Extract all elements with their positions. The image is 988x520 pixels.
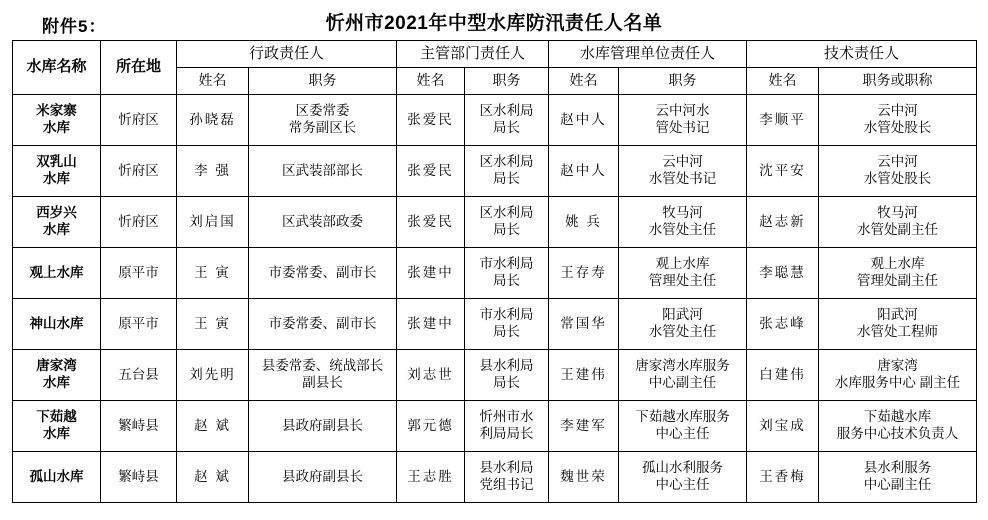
cell-unit-post — [619, 197, 747, 248]
cell-line: 县水利局 — [479, 358, 534, 374]
cell-line: 管理处主任 — [648, 273, 717, 288]
cell-dept-name — [397, 350, 465, 401]
cell-line: 云中河 — [662, 154, 703, 170]
cell-line: 利局局长 — [479, 426, 534, 441]
cell-line: 下茹越 — [36, 409, 77, 425]
table-head — [13, 41, 977, 95]
cell-admin-name — [177, 299, 249, 350]
cell-reservoir-name — [13, 401, 101, 452]
cell-location — [101, 452, 177, 503]
table-row — [13, 248, 977, 299]
cell-admin-name — [177, 452, 249, 503]
table-row — [13, 197, 977, 248]
cell-line: 市委常委、副市长 — [268, 315, 377, 331]
cell-line: 党组书记 — [479, 477, 534, 492]
cell-unit-post — [619, 299, 747, 350]
cell-line: 下茹越水库 — [863, 409, 932, 425]
cell-line: 局长 — [493, 222, 521, 237]
cell-line: 水库 — [43, 120, 70, 135]
cell-tech-name — [747, 401, 819, 452]
cell-line: 唐家湾 — [36, 358, 77, 374]
cell-location — [101, 401, 177, 452]
cell-admin-post — [249, 146, 397, 197]
cell-line: 县水利局 — [479, 460, 534, 476]
cell-line: 观上水库 — [655, 256, 710, 272]
cell-line: 局长 — [493, 120, 521, 135]
cell-tech-name — [747, 146, 819, 197]
table-row — [13, 452, 977, 503]
cell-unit-name — [549, 401, 619, 452]
cell-line: 刘宝成 — [759, 417, 806, 433]
cell-line: 牧马河 — [662, 205, 703, 221]
cell-unit-name — [549, 452, 619, 503]
cell-dept-name — [397, 248, 465, 299]
cell-line: 王志胜 — [407, 468, 454, 484]
cell-line: 县委常委、统战部长 — [261, 358, 384, 374]
cell-line: 阳武河 — [877, 307, 918, 323]
cell-unit-name — [549, 248, 619, 299]
cell-line: 李聪慧 — [759, 264, 806, 280]
cell-unit-post — [619, 95, 747, 146]
cell-line: 王 寅 — [194, 264, 231, 280]
cell-unit-name — [549, 299, 619, 350]
cell-line: 张建中 — [407, 315, 454, 331]
col-group-dept: 主管部门责任人 — [397, 41, 549, 68]
cell-reservoir-name — [13, 146, 101, 197]
cell-dept-post — [465, 299, 549, 350]
cell-dept-name — [397, 197, 465, 248]
cell-reservoir-name — [13, 350, 101, 401]
cell-line: 李顺平 — [759, 111, 806, 127]
subcol-unit-name: 姓名 — [549, 68, 619, 95]
cell-line: 区武装部部长 — [282, 162, 363, 178]
cell-admin-name — [177, 248, 249, 299]
cell-line: 魏世荣 — [560, 468, 607, 484]
cell-line: 下茹越水库服务 — [635, 409, 730, 425]
cell-line: 忻府区 — [118, 213, 159, 229]
cell-line: 双乳山 — [36, 154, 77, 170]
cell-dept-name — [397, 401, 465, 452]
cell-location — [101, 95, 177, 146]
cell-line: 中心副主任 — [863, 477, 932, 492]
table-row — [13, 146, 977, 197]
cell-line: 忻府区 — [118, 162, 159, 178]
cell-tech-post — [819, 197, 977, 248]
cell-line: 孤山水利服务 — [642, 460, 724, 476]
cell-line: 张爱民 — [407, 162, 454, 178]
table-row — [13, 350, 977, 401]
cell-line: 水库 — [43, 426, 70, 441]
cell-line: 观上水库 — [870, 256, 925, 272]
cell-admin-name — [177, 401, 249, 452]
cell-line: 王建伟 — [560, 366, 607, 382]
cell-line: 唐家湾水库服务 — [635, 358, 730, 374]
table-row — [13, 95, 977, 146]
cell-line: 刘志世 — [407, 366, 454, 382]
cell-dept-name — [397, 146, 465, 197]
table-row — [13, 299, 977, 350]
cell-line: 五台县 — [118, 366, 159, 382]
cell-line: 张爱民 — [407, 213, 454, 229]
cell-line: 李 强 — [194, 162, 231, 178]
cell-line: 水管处股长 — [863, 171, 932, 186]
cell-line: 水管处副主任 — [857, 222, 939, 237]
cell-line: 沈平安 — [759, 162, 806, 178]
subcol-tech-post: 职务或职称 — [819, 68, 977, 95]
cell-tech-post — [819, 350, 977, 401]
cell-tech-post — [819, 299, 977, 350]
page-title: 忻州市2021年中型水库防汛责任人名单 — [325, 13, 663, 34]
cell-admin-post — [249, 197, 397, 248]
cell-line: 白建伟 — [759, 366, 806, 382]
cell-line: 孙晓磊 — [189, 111, 236, 127]
col-reservoir-name: 水库名称 — [13, 41, 101, 95]
cell-line: 牧马河 — [877, 205, 918, 221]
cell-line: 局长 — [493, 171, 521, 186]
cell-tech-name — [747, 350, 819, 401]
cell-admin-post — [249, 452, 397, 503]
cell-line: 中心主任 — [655, 426, 710, 441]
cell-location — [101, 248, 177, 299]
cell-line: 原平市 — [118, 264, 159, 280]
cell-line: 王存寿 — [560, 264, 607, 280]
cell-admin-post — [249, 299, 397, 350]
cell-line: 局长 — [493, 324, 521, 339]
cell-line: 县政府副县长 — [282, 468, 363, 484]
subcol-tech-name: 姓名 — [747, 68, 819, 95]
cell-line: 张爱民 — [407, 111, 454, 127]
cell-line: 局长 — [493, 273, 521, 288]
cell-unit-name — [549, 146, 619, 197]
cell-location — [101, 299, 177, 350]
cell-reservoir-name — [13, 248, 101, 299]
cell-dept-post — [465, 95, 549, 146]
cell-line: 区水利局 — [479, 154, 534, 170]
cell-tech-post — [819, 248, 977, 299]
cell-line: 水库 — [43, 171, 70, 186]
cell-line: 水管处主任 — [648, 222, 717, 237]
cell-unit-post — [619, 401, 747, 452]
col-group-unit: 水库管理单位责任人 — [549, 41, 747, 68]
cell-tech-post — [819, 95, 977, 146]
cell-line: 县政府副县长 — [282, 417, 363, 433]
cell-tech-post — [819, 401, 977, 452]
reservoir-roster-table — [12, 40, 977, 503]
cell-line: 赵 斌 — [194, 417, 231, 433]
cell-location — [101, 197, 177, 248]
cell-location — [101, 146, 177, 197]
cell-line: 观上水库 — [29, 264, 84, 280]
cell-line: 市水利局 — [479, 307, 534, 323]
cell-line: 水管处书记 — [648, 171, 717, 186]
cell-line: 刘先明 — [189, 366, 236, 382]
col-group-tech: 技术责任人 — [747, 41, 977, 68]
cell-line: 忻府区 — [118, 111, 159, 127]
cell-unit-name — [549, 350, 619, 401]
cell-line: 中心主任 — [655, 477, 710, 492]
cell-reservoir-name — [13, 197, 101, 248]
cell-line: 水管处股长 — [863, 120, 932, 135]
cell-line: 西岁兴 — [36, 205, 77, 221]
cell-line: 云中河 — [877, 103, 918, 119]
cell-line: 唐家湾 — [877, 358, 918, 374]
cell-admin-post — [249, 95, 397, 146]
col-group-admin: 行政责任人 — [177, 41, 397, 68]
cell-line: 常务副区长 — [288, 120, 357, 135]
cell-dept-post — [465, 452, 549, 503]
cell-admin-post — [249, 248, 397, 299]
cell-dept-post — [465, 197, 549, 248]
cell-dept-name — [397, 452, 465, 503]
cell-line: 孤山水库 — [29, 468, 84, 484]
cell-dept-name — [397, 95, 465, 146]
cell-line: 郭元德 — [407, 417, 454, 433]
cell-line: 市委常委、副市长 — [268, 264, 377, 280]
attachment-label: 附件5： — [42, 17, 107, 36]
cell-unit-name — [549, 95, 619, 146]
cell-unit-post — [619, 248, 747, 299]
cell-line: 繁峙县 — [118, 417, 159, 433]
cell-line: 管处书记 — [655, 120, 710, 135]
cell-unit-post — [619, 452, 747, 503]
cell-tech-name — [747, 197, 819, 248]
subcol-dept-name: 姓名 — [397, 68, 465, 95]
cell-line: 李建军 — [560, 417, 607, 433]
cell-admin-name — [177, 95, 249, 146]
cell-line: 县水利服务 — [863, 460, 932, 476]
cell-line: 管理处副主任 — [857, 273, 939, 288]
cell-line: 常国华 — [560, 315, 607, 331]
document-header — [0, 0, 988, 40]
cell-line: 张志峰 — [759, 315, 806, 331]
cell-line: 水库服务中心 副主任 — [834, 375, 961, 390]
cell-line: 区水利局 — [479, 205, 534, 221]
cell-unit-name — [549, 197, 619, 248]
subcol-unit-post: 职务 — [619, 68, 747, 95]
cell-line: 张建中 — [407, 264, 454, 280]
cell-line: 神山水库 — [29, 315, 84, 331]
cell-reservoir-name — [13, 299, 101, 350]
cell-line: 副县长 — [302, 375, 343, 390]
cell-line: 水库 — [43, 375, 70, 390]
cell-admin-post — [249, 350, 397, 401]
col-location: 所在地 — [101, 41, 177, 95]
cell-line: 繁峙县 — [118, 468, 159, 484]
cell-dept-post — [465, 401, 549, 452]
cell-line: 刘启国 — [189, 213, 236, 229]
cell-line: 局长 — [493, 375, 521, 390]
subcol-admin-post: 职务 — [249, 68, 397, 95]
cell-dept-post — [465, 248, 549, 299]
cell-line: 赵中人 — [560, 111, 607, 127]
cell-unit-post — [619, 350, 747, 401]
cell-line: 云中河 — [877, 154, 918, 170]
group-header-row — [13, 41, 977, 68]
cell-reservoir-name — [13, 452, 101, 503]
cell-tech-name — [747, 248, 819, 299]
cell-line: 水管处工程师 — [857, 324, 939, 339]
cell-tech-post — [819, 146, 977, 197]
cell-line: 忻州市水 — [479, 409, 534, 425]
cell-line: 姚 兵 — [565, 213, 602, 229]
cell-line: 赵中人 — [560, 162, 607, 178]
cell-line: 区委常委 — [295, 103, 350, 119]
cell-admin-name — [177, 197, 249, 248]
cell-line: 王 寅 — [194, 315, 231, 331]
cell-admin-name — [177, 350, 249, 401]
cell-line: 原平市 — [118, 315, 159, 331]
cell-dept-post — [465, 146, 549, 197]
cell-line: 市水利局 — [479, 256, 534, 272]
cell-location — [101, 350, 177, 401]
cell-tech-name — [747, 452, 819, 503]
cell-line: 中心副主任 — [648, 375, 717, 390]
cell-line: 云中河水 — [655, 103, 710, 119]
cell-tech-name — [747, 299, 819, 350]
cell-tech-post — [819, 452, 977, 503]
table-body — [13, 95, 977, 503]
cell-reservoir-name — [13, 95, 101, 146]
table-row — [13, 401, 977, 452]
cell-unit-post — [619, 146, 747, 197]
cell-line: 水管处主任 — [648, 324, 717, 339]
subcol-dept-post: 职务 — [465, 68, 549, 95]
cell-tech-name — [747, 95, 819, 146]
cell-admin-post — [249, 401, 397, 452]
cell-admin-name — [177, 146, 249, 197]
cell-line: 赵 斌 — [194, 468, 231, 484]
cell-line: 赵志新 — [759, 213, 806, 229]
cell-line: 王香梅 — [759, 468, 806, 484]
cell-line: 区水利局 — [479, 103, 534, 119]
cell-dept-post — [465, 350, 549, 401]
cell-line: 阳武河 — [662, 307, 703, 323]
subcol-admin-name: 姓名 — [177, 68, 249, 95]
cell-dept-name — [397, 299, 465, 350]
cell-line: 区武装部政委 — [282, 213, 363, 229]
cell-line: 米家寨 — [36, 103, 77, 119]
cell-line: 水库 — [43, 222, 70, 237]
cell-line: 服务中心技术负责人 — [836, 426, 959, 441]
